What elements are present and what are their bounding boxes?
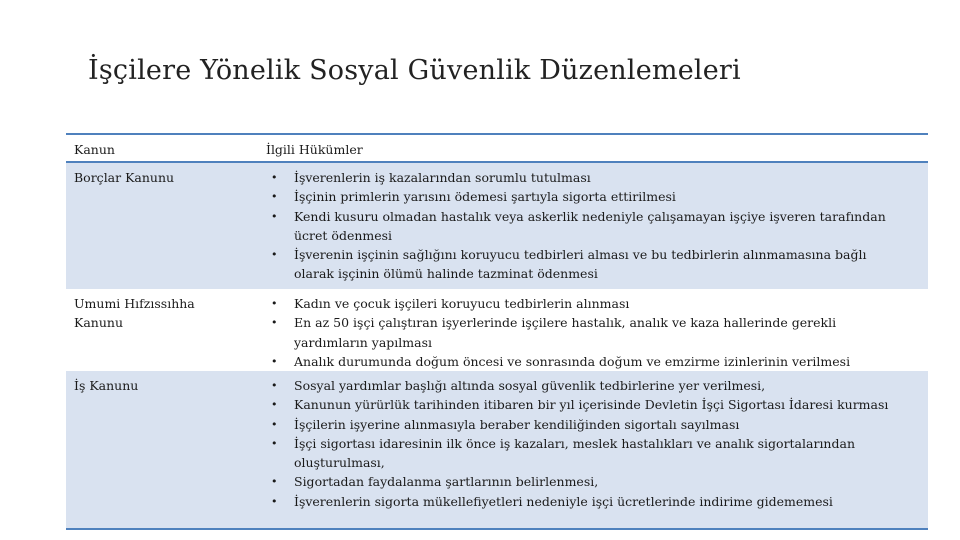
table-row (66, 289, 928, 371)
header-law: Kanun (74, 141, 115, 157)
list-item: • Sosyal yardımlar başlığı altında sosyal güvenlik tedbirlerine yer verilmesi, (266, 376, 910, 395)
list-item: • Sigortadan faydalanma şartlarının belirlenmesi, (266, 472, 910, 491)
list-item: • İşçi sigortası idaresinin ilk önce iş kazaları, meslek hastalıkları ve analık sigortalarından oluşturulması, (266, 434, 910, 473)
list-item: • Kanunun yürürlük tarihinden itibaren bir yıl içerisinde Devletin İşçi Sigortası İdaresi kurması (266, 395, 910, 414)
law-name: Umumi Hıfzıssıhha Kanunu (74, 296, 195, 330)
table-header-row (66, 135, 928, 163)
provisions-list (266, 376, 910, 511)
list-item: • İşverenlerin iş kazalarından sorumlu tutulması (266, 168, 910, 187)
law-name: Borçlar Kanunu (74, 170, 175, 185)
provisions-cell (266, 371, 928, 528)
list-item: • Kadın ve çocuk işçileri koruyucu tedbirlerin alınması (266, 294, 910, 313)
list-item: • Analık durumunda doğum öncesi ve sonrasında doğum ve emzirme izinlerinin verilmesi (266, 352, 910, 371)
table-row (66, 371, 928, 528)
list-item: • İşverenin işçinin sağlığını koruyucu tedbirleri alması ve bu tedbirlerin alınmamasına bağlı olarak işçinin ölümü halinde tazminat ödenmesi (266, 245, 910, 284)
provisions-list (266, 168, 910, 284)
table-row (66, 163, 928, 289)
list-item: • İşverenlerin sigorta mükellefiyetleri nedeniyle işçi ücretlerinde indirime gidememesi (266, 492, 910, 511)
slide-title: İşçilere Yönelik Sosyal Güvenlik Düzenlemeleri (88, 55, 741, 86)
list-item: • İşçinin primlerin yarısını ödemesi şartıyla sigorta ettirilmesi (266, 187, 910, 206)
provisions-cell (266, 289, 928, 371)
header-provisions: İlgili Hükümler (266, 141, 363, 157)
law-name: İş Kanunu (74, 378, 139, 393)
provisions-cell (266, 163, 928, 289)
list-item: • Kendi kusuru olmadan hastalık veya askerlik nedeniyle çalışamayan işçiye işveren tarafından ücret ödenmesi (266, 207, 910, 246)
law-provisions-table (66, 133, 928, 530)
list-item: • En az 50 işçi çalıştıran işyerlerinde işçilere hastalık, analık ve kaza hallerinde gerekli yardımların yapılması (266, 313, 910, 352)
provisions-list (266, 294, 910, 371)
list-item: • İşçilerin işyerine alınmasıyla beraber kendiliğinden sigortalı sayılması (266, 415, 910, 434)
